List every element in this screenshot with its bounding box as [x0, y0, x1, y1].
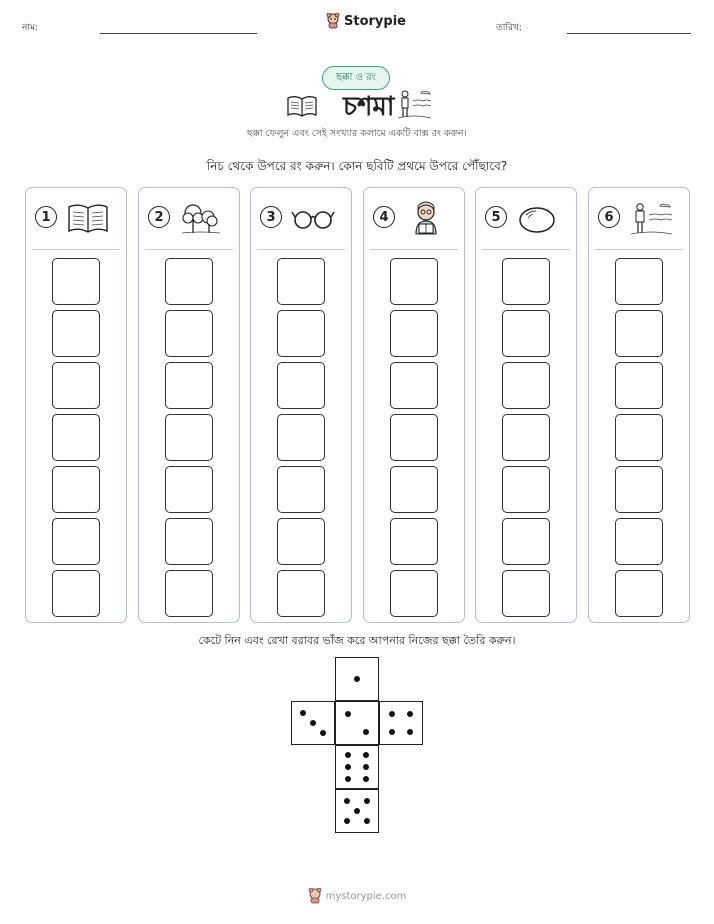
footer-url[interactable]: mystorypie.com: [325, 890, 407, 902]
color-box[interactable]: [390, 362, 438, 409]
color-box[interactable]: [502, 258, 550, 305]
color-box[interactable]: [277, 414, 325, 461]
column-number: 4: [373, 206, 395, 228]
color-box[interactable]: [277, 518, 325, 565]
column-number: 2: [148, 206, 170, 228]
dice-face-2: [335, 701, 379, 745]
color-box[interactable]: [390, 518, 438, 565]
column-divider: [370, 249, 458, 250]
color-box[interactable]: [502, 570, 550, 617]
color-box[interactable]: [165, 310, 213, 357]
color-box[interactable]: [615, 362, 663, 409]
column-number: 3: [260, 206, 282, 228]
dice-face-1: [335, 657, 379, 701]
grandma-reading-icon: [404, 200, 448, 236]
color-box[interactable]: [390, 414, 438, 461]
color-box[interactable]: [52, 362, 100, 409]
dice-pip: [354, 676, 360, 682]
mascot-icon: [326, 13, 340, 29]
color-box[interactable]: [615, 414, 663, 461]
glasses-icon: [291, 200, 335, 236]
color-box[interactable]: [502, 414, 550, 461]
column-divider: [145, 249, 233, 250]
dice-pip: [363, 776, 369, 782]
dice-pip: [364, 798, 370, 804]
column-5: [475, 187, 577, 623]
date-line[interactable]: [567, 33, 691, 34]
column-1: [25, 187, 127, 623]
dice-face-4: [379, 701, 423, 745]
color-box[interactable]: [277, 310, 325, 357]
dice-pip: [363, 764, 369, 770]
color-box[interactable]: [165, 414, 213, 461]
dice-pip: [345, 752, 351, 758]
dice-face-5: [335, 789, 379, 833]
color-box[interactable]: [277, 258, 325, 305]
color-box[interactable]: [615, 258, 663, 305]
color-box[interactable]: [52, 466, 100, 513]
dice-pip: [344, 798, 350, 804]
dice-pip: [300, 710, 306, 716]
color-box[interactable]: [165, 518, 213, 565]
color-box[interactable]: [615, 518, 663, 565]
color-box[interactable]: [165, 570, 213, 617]
dice-pip: [363, 752, 369, 758]
column-2: [138, 187, 240, 623]
dice-pip: [389, 711, 395, 717]
dice-pip: [407, 711, 413, 717]
color-box[interactable]: [502, 310, 550, 357]
page-title: চশমা: [343, 92, 395, 122]
open-book-icon: [66, 200, 110, 236]
column-divider: [257, 249, 345, 250]
dice-pip: [310, 720, 316, 726]
color-box[interactable]: [390, 570, 438, 617]
color-box[interactable]: [502, 518, 550, 565]
dice-face-6: [335, 745, 379, 789]
dice-pip: [344, 818, 350, 824]
dice-pip: [345, 764, 351, 770]
color-box[interactable]: [615, 570, 663, 617]
dice-pip: [354, 808, 360, 814]
color-box[interactable]: [277, 362, 325, 409]
game-badge: ছক্কা ও রং: [322, 66, 390, 90]
dice-pip: [364, 818, 370, 824]
color-box[interactable]: [165, 258, 213, 305]
column-6: [588, 187, 690, 623]
dice-pip: [345, 776, 351, 782]
dice-pip: [407, 729, 413, 735]
glasses-lens-icon: [516, 200, 560, 236]
column-number: 6: [598, 206, 620, 228]
dice-pip: [345, 711, 351, 717]
dice-pip: [320, 730, 326, 736]
brand-name: Storypie: [344, 13, 406, 29]
dice-pip: [363, 729, 369, 735]
color-box[interactable]: [615, 310, 663, 357]
subtitle: ছক্কা ফেলুন এবং সেই সংখ্যার কলামে একটি বাক্স রং করুন।: [247, 128, 467, 139]
mascot-icon: [308, 888, 322, 904]
color-box[interactable]: [52, 414, 100, 461]
date-label: তারিখ:: [496, 23, 522, 33]
color-box[interactable]: [277, 466, 325, 513]
color-box[interactable]: [52, 310, 100, 357]
color-box[interactable]: [52, 570, 100, 617]
color-box[interactable]: [165, 362, 213, 409]
color-box[interactable]: [502, 362, 550, 409]
instruction-text: নিচ থেকে উপরে রং করুন। কোন ছবিটি প্রথমে উপরে পৌঁছাবে?: [206, 159, 508, 173]
person-at-sea-icon: [629, 200, 673, 236]
column-divider: [595, 249, 683, 250]
color-box[interactable]: [52, 518, 100, 565]
color-box[interactable]: [390, 466, 438, 513]
color-box[interactable]: [277, 570, 325, 617]
dice-face-3: [291, 701, 335, 745]
color-box[interactable]: [390, 258, 438, 305]
cut-instruction: কেটে নিন এবং রেখা বরাবর ভাঁজ করে আপনার নিজের ছক্কা তৈরি করুন।: [198, 634, 516, 647]
brand-logo: [326, 13, 406, 29]
column-4: [363, 187, 465, 623]
person-at-sea-icon: [396, 88, 432, 120]
trees-icon: [179, 200, 223, 236]
open-book-icon: [286, 94, 318, 118]
column-number: 1: [35, 206, 57, 228]
color-box[interactable]: [52, 258, 100, 305]
column-divider: [32, 249, 120, 250]
name-label: নাম:: [22, 23, 39, 33]
color-box[interactable]: [615, 466, 663, 513]
color-box[interactable]: [502, 466, 550, 513]
column-3: [250, 187, 352, 623]
column-divider: [482, 249, 570, 250]
color-box[interactable]: [165, 466, 213, 513]
footer: [0, 888, 714, 904]
name-line[interactable]: [100, 33, 257, 34]
color-box[interactable]: [390, 310, 438, 357]
dice-pip: [389, 729, 395, 735]
column-number: 5: [485, 206, 507, 228]
